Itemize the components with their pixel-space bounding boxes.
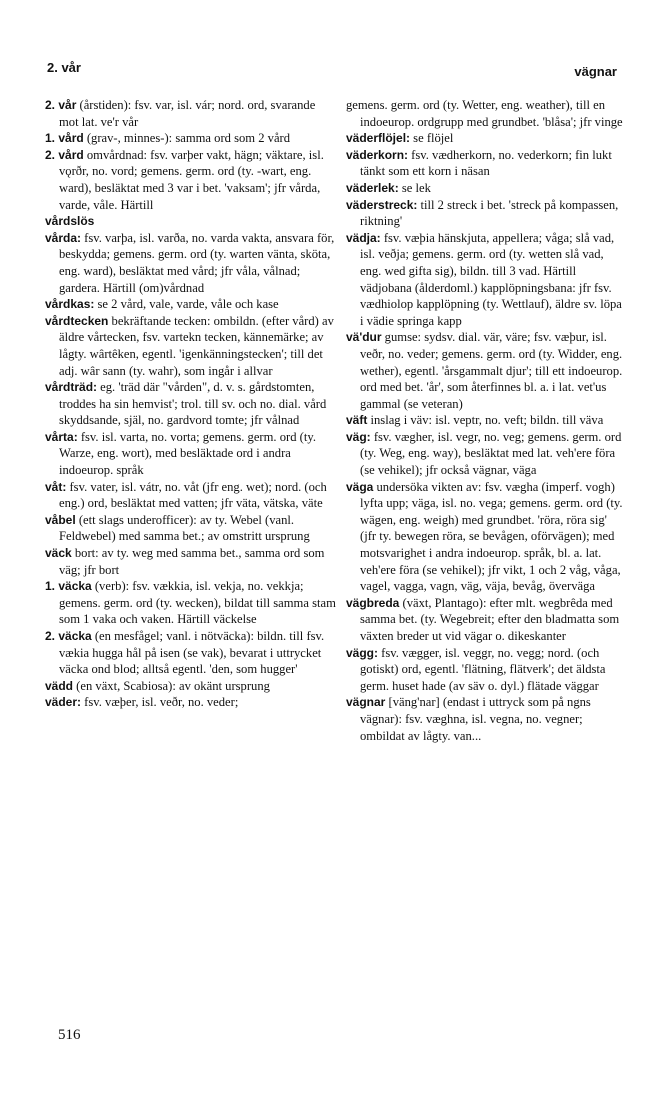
headword: vårdträd: bbox=[45, 380, 98, 395]
dictionary-entry bbox=[346, 694, 626, 744]
entry-text: [väng'nar] (endast i uttryck som på ngns vägnar): fsv. væghna, isl. vegna, no. vegner; ombildat av lågty. van... bbox=[360, 695, 591, 743]
headword: vädja: bbox=[346, 230, 381, 245]
running-header-left: 2. vår bbox=[47, 60, 81, 75]
page-number: 516 bbox=[58, 1027, 81, 1043]
dictionary-entry bbox=[45, 147, 337, 213]
left-column bbox=[45, 97, 337, 711]
entry-text: bort: av ty. weg med samma bet., samma ord som väg; jfr bort bbox=[59, 546, 325, 577]
entry-text: omvårdnad: fsv. varþer vakt, hägn; väktare, isl. vǫrðr, no. vord; gemens. germ. ord (ty. -wart, eng. ward), besläktat med 3 var i bet. 'vaksam'; jfr vårda, varde, våle. Härtill bbox=[59, 147, 324, 212]
dictionary-entry bbox=[45, 479, 337, 512]
headword: vägg: bbox=[346, 645, 379, 660]
headword: vägnar bbox=[346, 695, 386, 710]
entry-text: (grav-, minnes-): samma ord som 2 vård bbox=[83, 131, 291, 146]
headword: vä'dur bbox=[346, 330, 382, 345]
dictionary-entry bbox=[45, 512, 337, 545]
headword: 2. vård bbox=[45, 147, 84, 162]
dictionary-entry bbox=[346, 97, 626, 130]
entry-text: gumse: sydsv. dial. vär, väre; fsv. væþur, isl. veðr, no. veder; gemens. germ. ord (ty. Widder, eng. wether), egentl. 'årsgammalt djur'; till ett indoeurop. ord med bet. 'år', som återfinnes bl. a. i lat. vet'us gammal (se veteran) bbox=[360, 330, 623, 411]
entry-text: inslag i väv: isl. veptr, no. veft; bildn. till väva bbox=[367, 413, 604, 428]
headword: vårdtecken bbox=[45, 313, 109, 328]
headword: 2. väcka bbox=[45, 629, 92, 643]
dictionary-entry bbox=[45, 213, 337, 230]
dictionary-entry bbox=[45, 379, 337, 429]
entry-text: till 2 streck i bet. 'streck på kompassen, riktning' bbox=[360, 197, 619, 229]
headword: väg: bbox=[346, 429, 371, 444]
running-header-right: vägnar bbox=[574, 64, 617, 79]
entry-text: (verb): fsv. vækkia, isl. vekja, no. vekkja; gemens. germ. ord (ty. wecken), bildat till samma stam som 1 vaka och vaken. Härtill väckelse bbox=[59, 579, 336, 627]
headword: våt: bbox=[45, 479, 67, 494]
entry-text: undersöka vikten av: fsv. vægha (imperf. vogh) lyfta upp; väga, isl. no. vega; gemens. germ. ord (ty. wägen, eng. weigh) med grundbet. 'röra, röra sig' (jfr ty. bewegen röra, se bevågen, oförvägen); med motsvarighet i andra indoeurop. språk, bl. a. lat. veh'ere föra (se vehikel); jfr vikt, 1 och 2 våg, våga, vagel, vagga, vagn, väg, väja, bevåg, överväga bbox=[360, 479, 623, 594]
headword: 1. vård bbox=[45, 131, 84, 146]
entry-text: fsv. væþia hänskjuta, appellera; våga; slå vad, isl. veðja; gemens. germ. ord (ty. wetten slå vad, eng. wed gifta sig), bildn. till 3 vad. Härtill vädjobana (ålderdoml.) kapplöpningsbana: jfr fsv. vædhiolop kapplöpning (ty. Wettlauf), äldre sv. löpa i vädie springa kapp bbox=[360, 230, 622, 328]
entry-text: fsv. vædherkorn, no. vederkorn; fin lukt tänkt som ett korn i näsan bbox=[360, 147, 612, 179]
headword: vägbreda bbox=[346, 595, 400, 610]
dictionary-entry bbox=[45, 545, 337, 578]
entry-text: se 2 vård, vale, varde, våle och kase bbox=[94, 297, 279, 312]
entry-text: fsv. varþa, isl. varða, no. varda vakta, ansvara för, beskydda; gemens. germ. ord (ty. warten vänta, sköta, eng. ward), besläktat med vård; jfr våla, vålnad; gardera. Härtill (om)vårdnad bbox=[59, 230, 335, 295]
dictionary-entry bbox=[346, 412, 626, 429]
dictionary-entry bbox=[45, 296, 337, 313]
entry-text: fsv. vater, isl. vátr, no. våt (jfr eng. wet); nord. (och eng.) ord, besläktat med vatten; jfr väta, vätska, väte bbox=[59, 479, 327, 511]
headword: väderflöjel: bbox=[346, 131, 411, 146]
dictionary-entry bbox=[45, 678, 337, 695]
headword: vårdkas: bbox=[45, 297, 95, 312]
entry-text: fsv. vægher, isl. vegr, no. veg; gemens. germ. ord (ty. Weg, eng. way), besläktat med lat. veh'ere föra (se vehikel); jfr också vägnar, väga bbox=[360, 429, 622, 478]
headword: vårdslös bbox=[45, 214, 95, 229]
entry-text: (en växt, Scabiosa): av okänt ursprung bbox=[73, 678, 270, 693]
entry-text: fsv. væþer, isl. veðr, no. veder; bbox=[81, 695, 239, 710]
headword: 1. väcka bbox=[45, 579, 92, 594]
dictionary-entry bbox=[45, 628, 337, 678]
entry-text: se lek bbox=[398, 180, 431, 195]
headword: väderstreck: bbox=[346, 197, 418, 212]
dictionary-entry bbox=[346, 595, 626, 645]
dictionary-entry bbox=[346, 645, 626, 695]
headword: väga bbox=[346, 479, 374, 494]
entry-text: (ett slags underofficer): av ty. Webel (vanl. Feldwebel) med samma bet.; av omstritt ursprung bbox=[59, 512, 310, 544]
entry-text: bekräftande tecken: ombildn. (efter vård) av äldre vårtecken, fsv. vartekn tecken, kännemärke; av lågty. wârtêken, egentl. 'igenkänningstecken'; till det adj. wâr sann (ty. wahr), som ingår i allvar bbox=[59, 313, 334, 378]
dictionary-entry bbox=[346, 429, 626, 479]
dictionary-entry bbox=[45, 578, 337, 628]
dictionary-entry bbox=[346, 130, 626, 147]
dictionary-entry bbox=[346, 180, 626, 197]
entry-text: eg. 'träd där "vården", d. v. s. gårdstomten, troddes ha sin hemvist'; trol. till sv. och no. dial. vård skyddsande, själ, no. gardvord tomte; jfr vålnad bbox=[59, 380, 327, 428]
headword: väck bbox=[45, 546, 72, 561]
right-column bbox=[346, 97, 626, 744]
entry-text: (växt, Plantago): efter mlt. wegbrêda med samma bet. (ty. Wegebreit; efter den bladmatta som växten breder ut vid vägar o. dikeskanter bbox=[360, 595, 620, 643]
dictionary-entry bbox=[346, 147, 626, 180]
headword: väderkorn: bbox=[346, 147, 409, 162]
dictionary-entry bbox=[346, 479, 626, 595]
headword: vårta: bbox=[45, 429, 78, 444]
headword: väder: bbox=[45, 695, 82, 710]
dictionary-entry bbox=[45, 429, 337, 479]
dictionary-entry bbox=[346, 230, 626, 330]
headword: vårda: bbox=[45, 230, 82, 245]
entry-text: (en mesfågel; vanl. i nötväcka): bildn. till fsv. vækia hugga hål på isen (se vak), bevarat i uttrycket väcka ond blod; alltså egentl. 'den, som hugger' bbox=[59, 629, 325, 677]
headword: väderlek: bbox=[346, 180, 399, 195]
entry-text: fsv. vægger, isl. veggr, no. vegg; nord. (och gotiskt) ord, egentl. 'flätning, flätverk'; det äldsta germ. huset hade (av säv o. dyl.) flätade väggar bbox=[360, 645, 606, 693]
dictionary-entry bbox=[45, 694, 337, 711]
dictionary-entry bbox=[45, 313, 337, 379]
entry-text: se flöjel bbox=[410, 131, 454, 146]
dictionary-entry bbox=[346, 329, 626, 412]
dictionary-entry bbox=[45, 230, 337, 296]
dictionary-entry bbox=[346, 197, 626, 230]
headword: vädd bbox=[45, 678, 74, 693]
headword: 2. vår bbox=[45, 98, 77, 112]
headword: väft bbox=[346, 413, 368, 428]
entry-text: fsv. isl. varta, no. vorta; gemens. germ. ord (ty. Warze, eng. wort), med besläktade ord i andra indoeurop. språk bbox=[59, 429, 316, 478]
dictionary-entry bbox=[45, 130, 337, 147]
entry-text: gemens. germ. ord (ty. Wetter, eng. weather), till en indoeurop. ordgrupp med grundbet. 'blåsa'; jfr vinge bbox=[346, 98, 623, 129]
headword: våbel bbox=[45, 512, 76, 527]
entry-text: (årstiden): fsv. var, isl. vár; nord. ord, svarande mot lat. ve'r vår bbox=[59, 98, 316, 129]
dictionary-entry bbox=[45, 97, 337, 130]
